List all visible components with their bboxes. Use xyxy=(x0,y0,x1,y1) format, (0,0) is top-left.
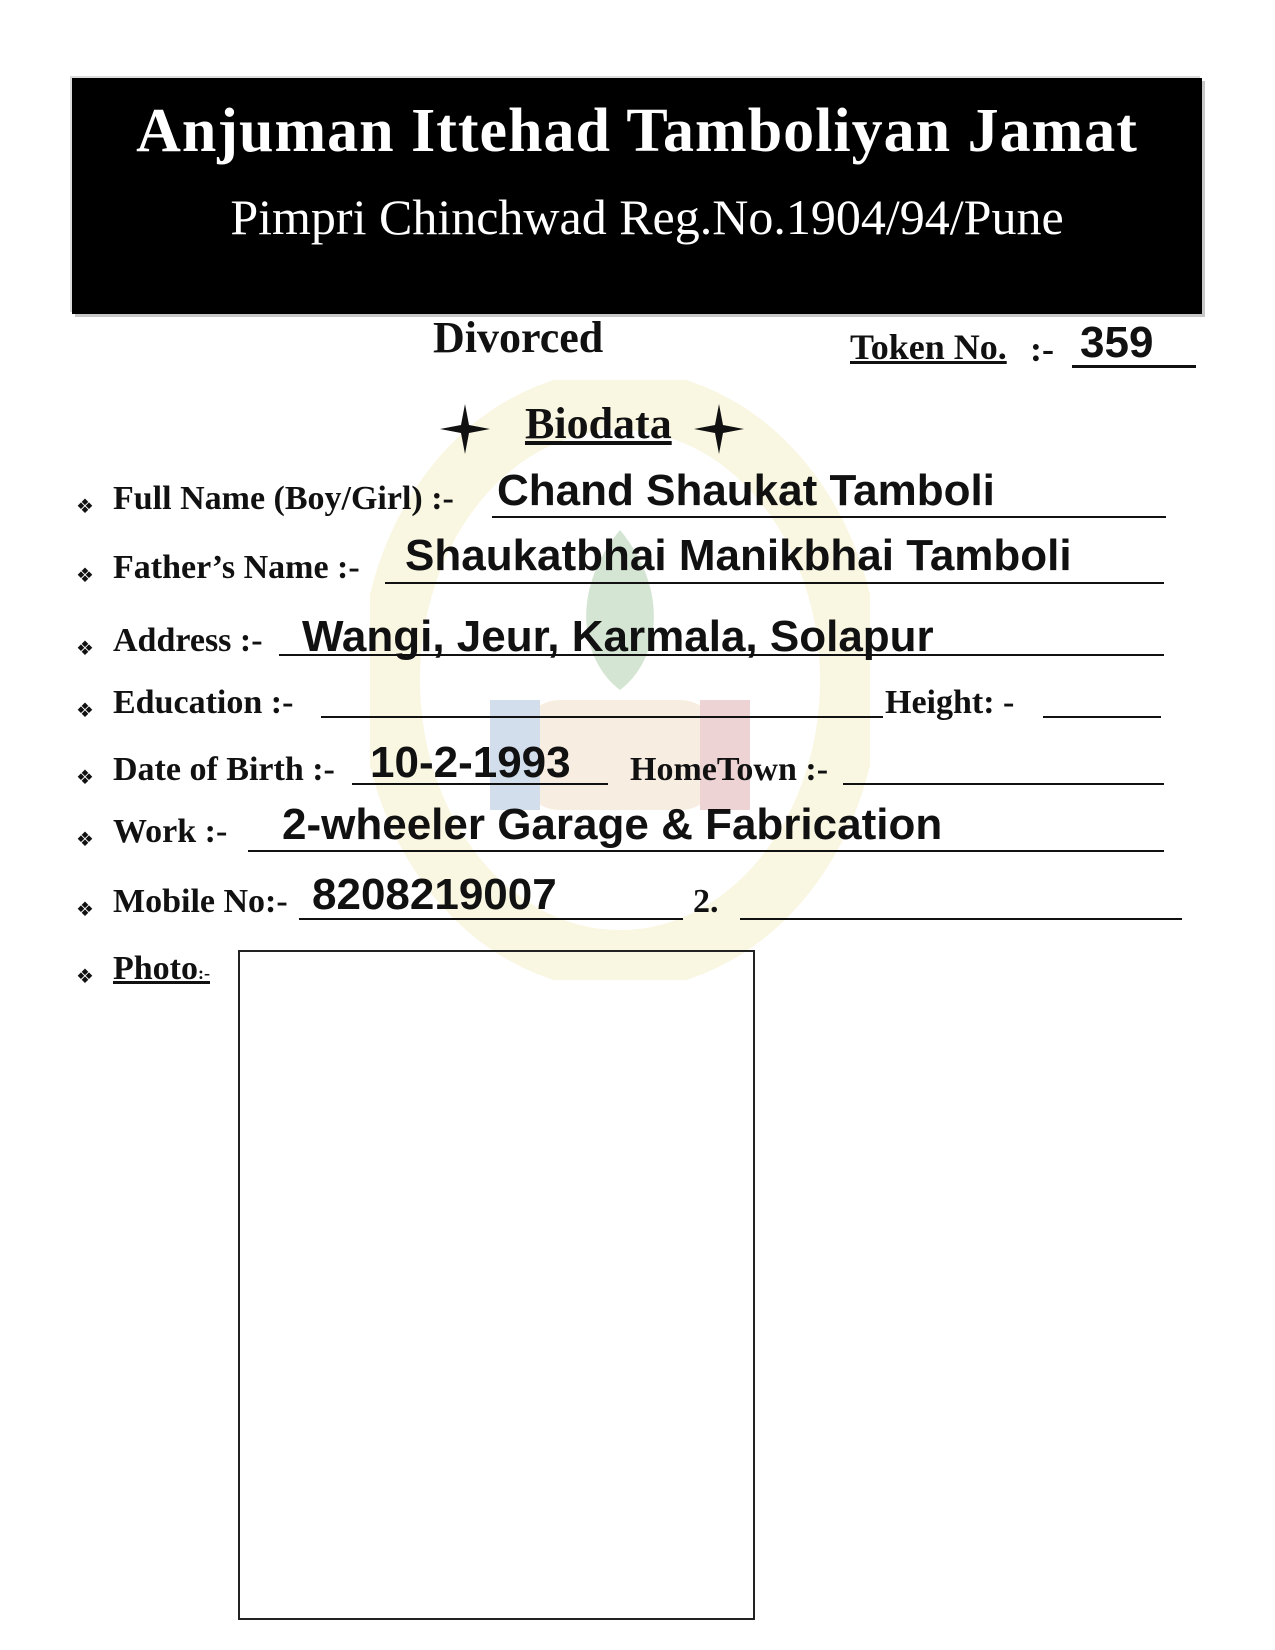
height-underline xyxy=(1043,708,1161,718)
token-label: Token No. xyxy=(850,327,1007,367)
bullet-icon: ❖ xyxy=(76,700,94,722)
marital-status: Divorced xyxy=(433,313,604,362)
bullet-icon: ❖ xyxy=(76,899,94,921)
father-name-value: Shaukatbhai Manikbhai Tamboli xyxy=(405,531,1072,580)
photo-label-suffix: :- xyxy=(198,963,210,983)
mobile2-underline xyxy=(740,910,1182,920)
bullet-icon: ❖ xyxy=(76,565,94,587)
work-label: Work :- xyxy=(113,813,228,850)
mobile2-label: 2. xyxy=(693,883,719,920)
photo-box xyxy=(238,950,755,1620)
father-name-label: Father’s Name :- xyxy=(113,549,360,586)
bullet-icon: ❖ xyxy=(76,767,94,789)
address-label: Address :- xyxy=(113,622,263,659)
mobile-value: 8208219007 xyxy=(312,870,557,919)
organization-title: Anjuman Ittehad Tamboliyan Jamat xyxy=(136,97,1138,165)
height-label: Height: - xyxy=(885,684,1015,721)
full-name-label: Full Name (Boy/Girl) :- xyxy=(113,480,454,517)
work-value: 2-wheeler Garage & Fabrication xyxy=(282,800,943,849)
token-value: 359 xyxy=(1080,318,1154,367)
organization-subtitle: Pimpri Chinchwad Reg.No.1904/94/Pune xyxy=(230,189,1064,245)
bullet-icon: ❖ xyxy=(76,966,94,988)
dob-value: 10-2-1993 xyxy=(370,738,571,787)
bullet-icon: ❖ xyxy=(76,829,94,851)
mobile-label: Mobile No:- xyxy=(113,883,288,920)
sparkle-icon xyxy=(438,402,492,456)
biodata-heading: Biodata xyxy=(525,399,672,448)
address-value: Wangi, Jeur, Karmala, Solapur xyxy=(302,612,934,661)
photo-label-text: Photo xyxy=(113,950,198,987)
hometown-underline xyxy=(843,775,1164,785)
hometown-label: HomeTown :- xyxy=(630,751,829,788)
bullet-icon: ❖ xyxy=(76,638,94,660)
token-separator: :- xyxy=(1030,329,1054,369)
bullet-icon: ❖ xyxy=(76,496,94,518)
photo-label xyxy=(113,950,210,988)
header-banner xyxy=(72,78,1202,314)
education-label: Education :- xyxy=(113,684,294,721)
full-name-value: Chand Shaukat Tamboli xyxy=(497,466,995,515)
education-underline xyxy=(321,708,883,718)
dob-label: Date of Birth :- xyxy=(113,751,335,788)
sparkle-icon xyxy=(692,402,746,456)
